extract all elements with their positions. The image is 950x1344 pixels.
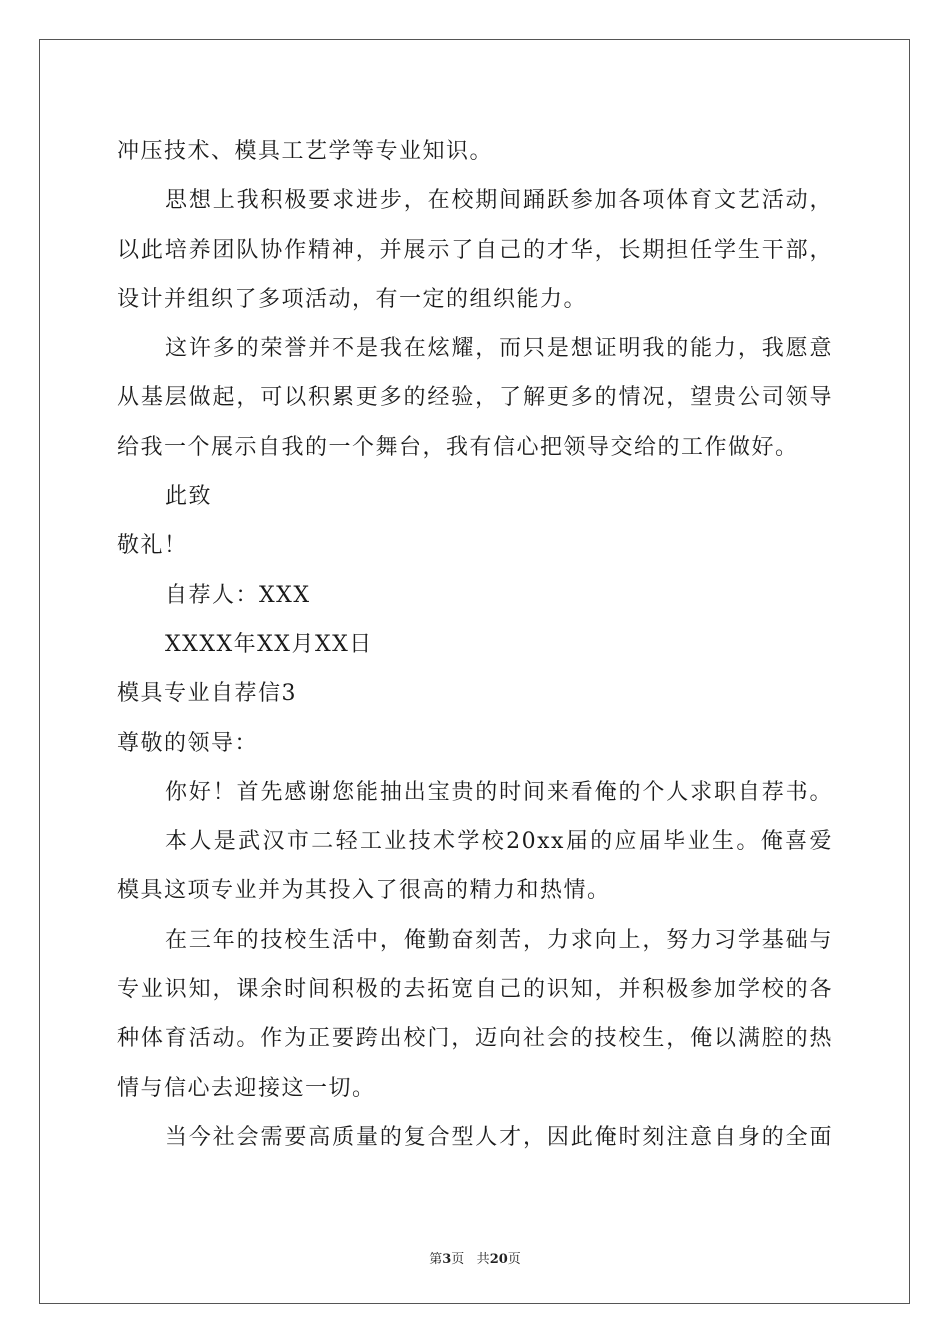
text-line: 尊敬的领导： bbox=[117, 730, 259, 756]
footer-prefix: 第 bbox=[429, 1252, 443, 1267]
text-line: 你好！首先感谢您能抽出宝贵的时间来看俺的个人求职自荐书。 bbox=[165, 779, 833, 805]
footer-current-page: 3 bbox=[442, 1252, 452, 1267]
text-line: 给我一个展示自我的一个舞台，我有信心把领导交给的工作做好。 bbox=[117, 434, 799, 460]
footer-total-pages: 20 bbox=[489, 1252, 508, 1267]
text-line: 种体育活动。作为正要跨出校门，迈向社会的技校生，俺以满腔的热 bbox=[117, 1026, 833, 1052]
text-line: 思想上我积极要求进步，在校期间踊跃参加各项体育文艺活动， bbox=[165, 188, 833, 214]
text-line: 模具这项专业并为其投入了很高的精力和热情。 bbox=[117, 878, 611, 904]
text-line: 敬礼！ bbox=[117, 533, 188, 559]
text-line: 以此培养团队协作精神，并展示了自己的才华，长期担任学生干部， bbox=[117, 237, 833, 263]
footer-page-suffix: 页 bbox=[451, 1252, 465, 1267]
text-line: 冲压技术、模具工艺学等专业知识。 bbox=[117, 139, 494, 164]
text-line: 当今社会需要高质量的复合型人才，因此俺时刻注意自身的全面 bbox=[165, 1124, 833, 1150]
footer-total-prefix: 共 bbox=[476, 1252, 490, 1267]
text-line: 这许多的荣誉并不是我在炫耀，而只是想证明我的能力，我愿意 bbox=[165, 336, 833, 362]
footer-total-suffix: 页 bbox=[507, 1252, 521, 1267]
text-line: 自荐人：XXX bbox=[165, 582, 311, 608]
document-body bbox=[117, 127, 833, 1162]
text-line: 在三年的技校生活中，俺勤奋刻苦，力求向上，努力习学基础与 bbox=[165, 927, 833, 953]
text-line: 本人是武汉市二轻工业技术学校20xx届的应届毕业生。俺喜爱 bbox=[165, 829, 833, 855]
text-line: 设计并组织了多项活动，有一定的组织能力。 bbox=[117, 286, 588, 312]
text-line: 模具专业自荐信3 bbox=[117, 681, 297, 707]
text-line: 从基层做起，可以积累更多的经验，了解更多的情况，望贵公司领导 bbox=[117, 385, 833, 411]
page-footer bbox=[0, 1248, 950, 1267]
text-line: 情与信心去迎接这一切。 bbox=[117, 1075, 376, 1101]
text-line: 此致 bbox=[165, 484, 213, 510]
text-line: 专业识知，课余时间积极的去拓宽自己的识知，并积极参加学校的各 bbox=[117, 977, 833, 1003]
text-line: XXXX年XX月XX日 bbox=[165, 631, 373, 657]
